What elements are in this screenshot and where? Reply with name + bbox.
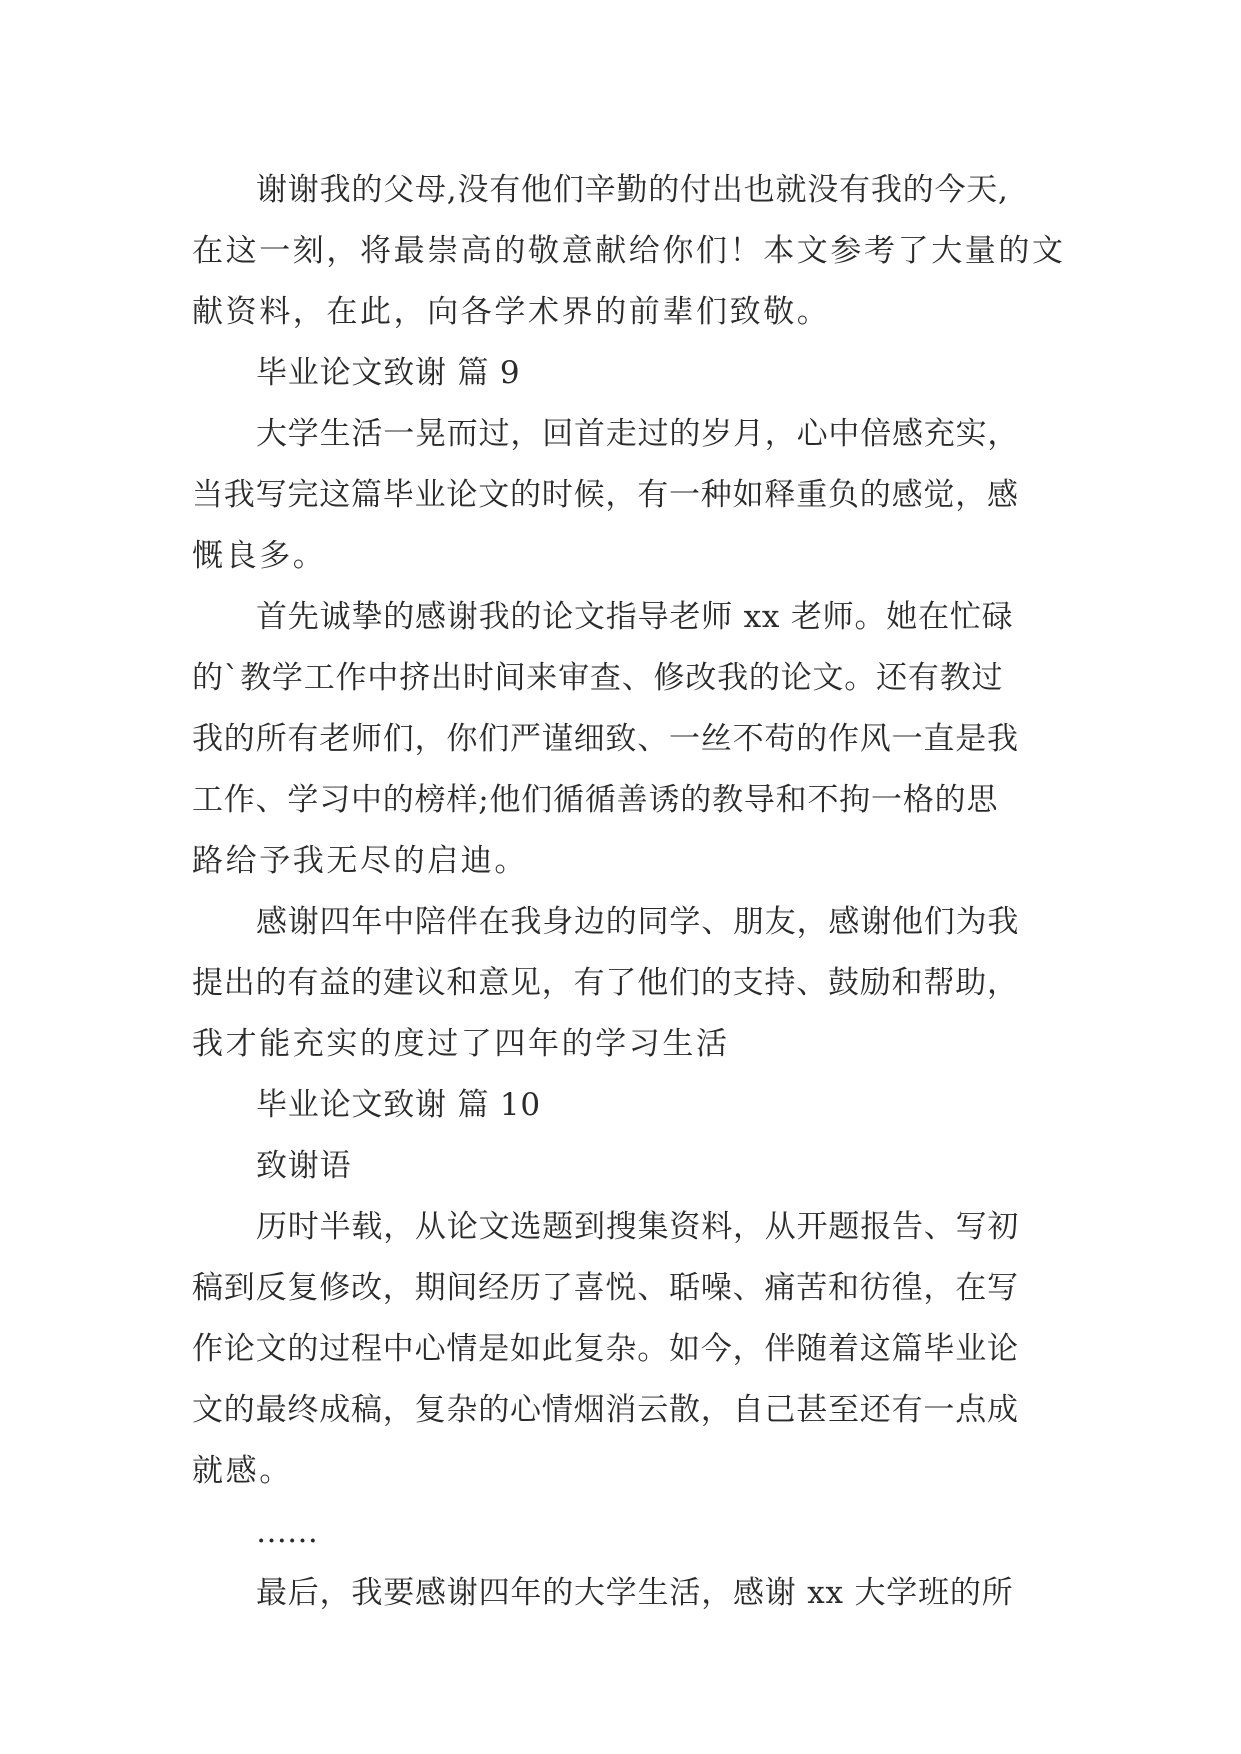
paragraph-line: 提出的有益的建议和意见，有了他们的支持、鼓励和帮助，: [192, 965, 1019, 1001]
paragraph-line: 历时半载，从论文选题到搜集资料，从开题报告、写初: [256, 1209, 1020, 1245]
paragraph-line: 的`教学工作中挤出时间来审查、修改我的论文。还有教过: [192, 660, 1004, 696]
paragraph-line: 最后，我要感谢四年的大学生活，感谢 xx 大学班的所: [256, 1575, 1014, 1611]
body-text: [192, 160, 1066, 1624]
section-heading: 毕业论文致谢 篇 9: [256, 355, 521, 391]
paragraph-line: 文的最终成稿，复杂的心情烟消云散，自己甚至还有一点成: [192, 1392, 1019, 1428]
section-heading: 毕业论文致谢 篇 10: [256, 1087, 541, 1123]
paragraph-line: 我才能充实的度过了四年的学习生活: [192, 1026, 730, 1062]
paragraph-line: 慨良多。: [192, 538, 327, 574]
paragraph-line: 谢谢我的父母,没有他们辛勤的付出也就没有我的今天,: [256, 172, 1009, 208]
paragraph-line: 献资料，在此，向各学术界的前辈们致敬。: [192, 294, 831, 330]
ellipsis-line: ……: [256, 1514, 318, 1550]
paragraph-line: 感谢四年中陪伴在我身边的同学、朋友，感谢他们为我: [256, 904, 1020, 940]
subheading: 致谢语: [256, 1148, 352, 1184]
paragraph-line: 在这一刻，将最崇高的敬意献给你们！本文参考了大量的文: [192, 233, 1066, 269]
paragraph-line: 作论文的过程中心情是如此复杂。如今，伴随着这篇毕业论: [192, 1331, 1019, 1367]
paragraph-line: 稿到反复修改，期间经历了喜悦、聒噪、痛苦和彷徨，在写: [192, 1270, 1019, 1306]
paragraph-line: 就感。: [192, 1453, 293, 1489]
paragraph-line: 大学生活一晃而过，回首走过的岁月，心中倍感充实，: [256, 416, 1020, 452]
paragraph-line: 当我写完这篇毕业论文的时候，有一种如释重负的感觉，感: [192, 477, 1019, 513]
paragraph-line: 工作、学习中的榜样;他们循循善诱的教导和不拘一格的思: [192, 782, 999, 818]
paragraph-line: 路给予我无尽的启迪。: [192, 843, 528, 879]
paragraph-line: 我的所有老师们，你们严谨细致、一丝不苟的作风一直是我: [192, 721, 1019, 757]
paragraph-line: 首先诚挚的感谢我的论文指导老师 xx 老师。她在忙碌: [256, 599, 1014, 635]
